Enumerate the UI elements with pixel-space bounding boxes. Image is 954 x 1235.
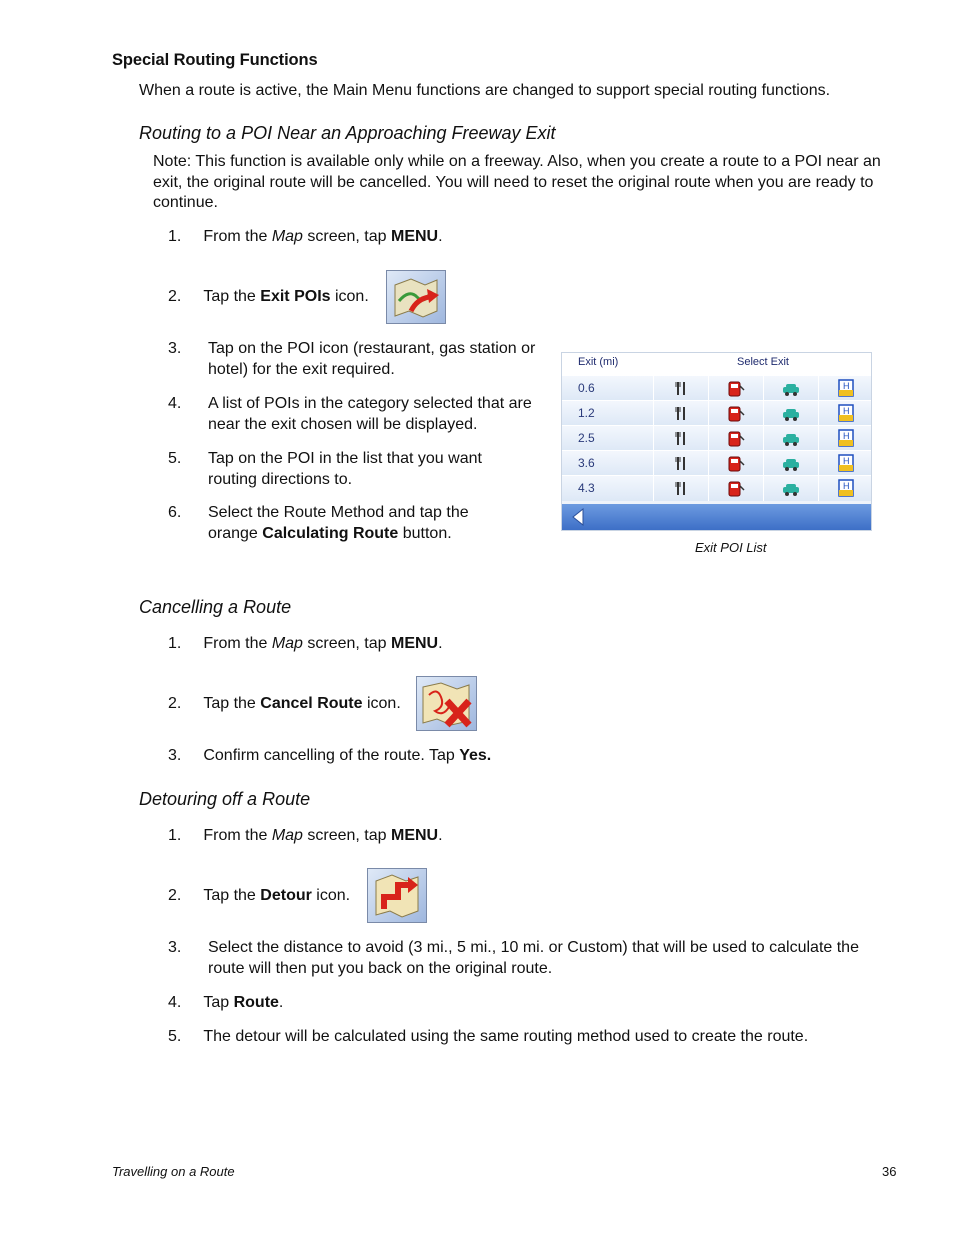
- car-icon[interactable]: [763, 451, 817, 476]
- exit-pois-icon[interactable]: [386, 270, 446, 324]
- cancel-step-3: 3. Confirm cancelling of the route. Tap Yes.: [168, 747, 492, 764]
- hotel-icon[interactable]: [818, 401, 872, 426]
- exit-distance: 0.6: [578, 381, 595, 395]
- car-icon[interactable]: [763, 426, 817, 451]
- svg-text:H: H: [843, 456, 850, 466]
- poi-heading: Routing to a POI Near an Approaching Freeway Exit: [139, 123, 556, 143]
- hotel-icon[interactable]: [818, 426, 872, 451]
- exit-distance: 4.3: [578, 481, 595, 495]
- exit-poi-list-screenshot: [561, 352, 872, 531]
- back-arrow-icon[interactable]: [570, 508, 586, 526]
- poi-step-2: 2. Tap the Exit POIs icon.: [168, 288, 369, 305]
- header-exit-distance: Exit (mi): [578, 356, 619, 368]
- fork-knife-icon[interactable]: [653, 376, 707, 401]
- hotel-icon[interactable]: [818, 451, 872, 476]
- poi-step-3-num: 3.: [168, 340, 182, 357]
- fork-knife-icon[interactable]: [653, 451, 707, 476]
- poi-step-5: Tap on the POI in the list that you want routing directions to.: [208, 450, 482, 488]
- svg-text:H: H: [843, 481, 850, 491]
- poi-step-3: Tap on the POI icon (restaurant, gas station or hotel) for the exit required.: [208, 340, 536, 378]
- gas-pump-icon[interactable]: [708, 401, 762, 426]
- gas-pump-icon[interactable]: [708, 451, 762, 476]
- fork-knife-icon[interactable]: [653, 476, 707, 501]
- screenshot-caption: Exit POI List: [695, 540, 767, 555]
- svg-text:H: H: [843, 381, 850, 391]
- gas-pump-icon[interactable]: [708, 476, 762, 501]
- list-footer: [562, 504, 871, 530]
- header-select-exit: Select Exit: [737, 356, 789, 368]
- poi-step-6-num: 6.: [168, 504, 182, 521]
- car-icon[interactable]: [763, 401, 817, 426]
- poi-step-5-num: 5.: [168, 450, 182, 467]
- car-icon[interactable]: [763, 476, 817, 501]
- car-icon[interactable]: [763, 376, 817, 401]
- exit-row[interactable]: [562, 375, 871, 401]
- exit-distance: 2.5: [578, 431, 595, 445]
- detour-step-4: 4. Tap Route.: [168, 994, 284, 1011]
- list-header: [562, 353, 871, 375]
- svg-text:H: H: [843, 431, 850, 441]
- detour-step-3: Select the distance to avoid (3 mi., 5 mi., 10 mi. or Custom) that will be used to calculate the route will then put you back on the original route.: [208, 939, 859, 977]
- detour-step-1: 1. From the Map screen, tap MENU.: [168, 827, 443, 844]
- cancel-step-1: 1. From the Map screen, tap MENU.: [168, 635, 443, 652]
- poi-step-4: A list of POIs in the category selected that are near the exit chosen will be displayed.: [208, 395, 532, 433]
- hotel-icon[interactable]: [818, 476, 872, 501]
- fork-knife-icon[interactable]: [653, 401, 707, 426]
- footer-section-title: Travelling on a Route: [112, 1164, 235, 1179]
- cancel-heading: Cancelling a Route: [139, 597, 292, 617]
- poi-note: Note: This function is available only while on a freeway. Also, when you create a route to a POI near an exit, the original route will be cancelled. You will need to reset the original route when you are ready to continue.: [153, 153, 881, 211]
- exit-row[interactable]: [562, 425, 871, 451]
- gas-pump-icon[interactable]: [708, 426, 762, 451]
- exit-row[interactable]: [562, 475, 871, 501]
- hotel-icon[interactable]: [818, 376, 872, 401]
- fork-knife-icon[interactable]: [653, 426, 707, 451]
- detour-step-2: 2. Tap the Detour icon.: [168, 887, 351, 904]
- poi-step-1: 1. From the Map screen, tap MENU.: [168, 228, 443, 245]
- page-number: 36: [882, 1164, 897, 1179]
- detour-icon[interactable]: [367, 868, 427, 923]
- poi-step-4-num: 4.: [168, 395, 182, 412]
- intro-text: When a route is active, the Main Menu functions are changed to support special routing functions.: [139, 82, 831, 99]
- detour-step-3-num: 3.: [168, 939, 182, 956]
- detour-step-5: 5. The detour will be calculated using the same routing method used to create the route.: [168, 1028, 809, 1045]
- cancel-step-2: 2. Tap the Cancel Route icon.: [168, 695, 401, 712]
- exit-distance: 3.6: [578, 456, 595, 470]
- detour-heading: Detouring off a Route: [139, 789, 311, 809]
- exit-distance: 1.2: [578, 406, 595, 420]
- section-title: Special Routing Functions: [112, 51, 318, 69]
- cancel-route-icon[interactable]: [416, 676, 477, 731]
- gas-pump-icon[interactable]: [708, 376, 762, 401]
- exit-row[interactable]: [562, 400, 871, 426]
- svg-text:H: H: [843, 406, 850, 416]
- exit-row[interactable]: [562, 450, 871, 476]
- poi-step-6: Select the Route Method and tap the orange Calculating Route button.: [208, 504, 469, 542]
